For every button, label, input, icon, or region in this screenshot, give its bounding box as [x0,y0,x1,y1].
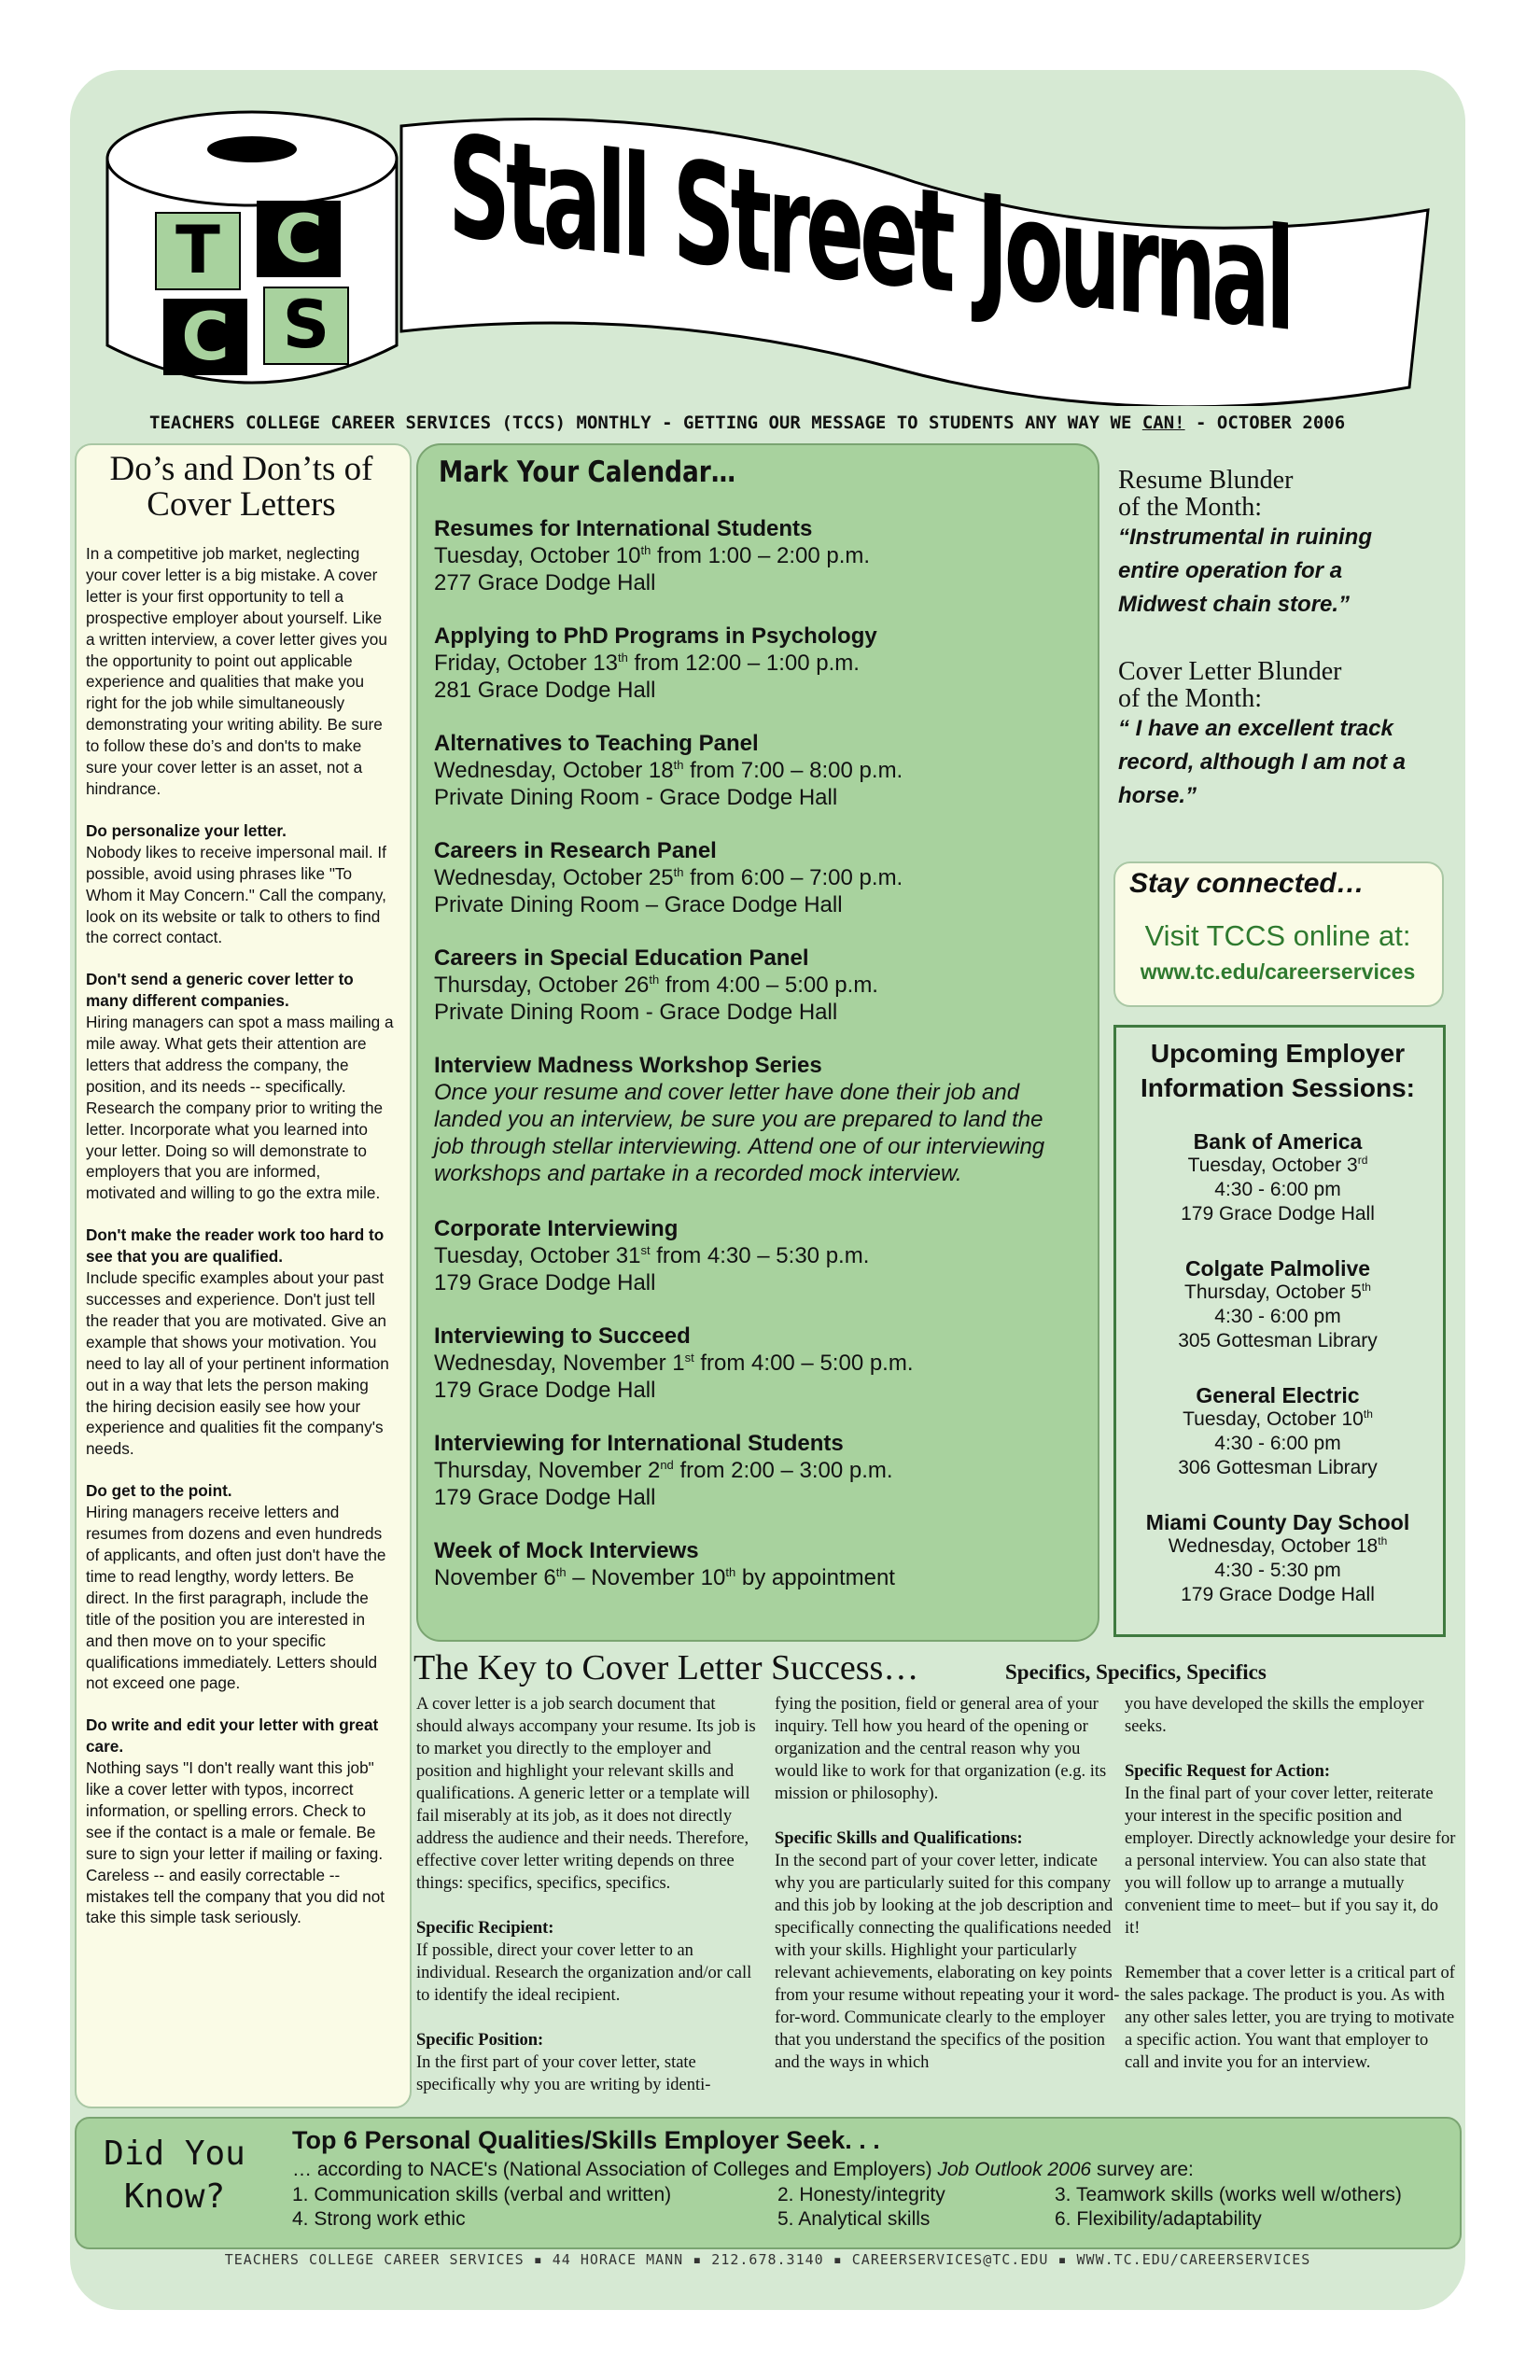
logo-letter-t: T [175,212,220,288]
calendar-event: Alternatives to Teaching Panel Wednesday, October 18th from 7:00 – 8:00 p.m. Private Dining Room - Grace Dodge Hall [434,731,903,810]
did-you-know-label: Did You Know? [104,2135,245,2216]
cover-blunder-heading: Cover Letter Blunder of the Month: [1118,657,1342,713]
calendar-event: Interviewing for International Students Thursday, November 2nd from 2:00 – 3:00 p.m. 179 Grace Dodge Hall [434,1431,893,1510]
tip: Do get to the point. Hiring managers receive letters and resumes from dozens and even hundreds of applicants, and often just don't have the time to read lengthy, wordy letters. Be direct. In the first paragraph, include the title of the position you are interested in and then move on to your specific qualifications immediately. Letters should not exceed one page. [86,1481,386,1693]
employer-session: Miami County Day School Wednesday, October 18th 4:30 - 5:30 pm 179 Grace Dodge Hall [1145,1510,1410,1605]
skill-item: 5. Analytical skills [777,2208,931,2230]
key-article-title: The Key to Cover Letter Success… [413,1648,919,1687]
dos-donts-intro: In a competitive job market, neglecting your cover letter is a big mistake. A cover letter is your first opportunity to tell a prospective employer about yourself. Like a written interview, a cover letter gives you the opportunity to point out applicable experience and qualities that make you right for the job while simultaneously demonstrating your writing ability. Be sure to follow these do’s and don'ts to make sure your cover letter is an asset, not a hindrance. [86,544,387,798]
calendar-event: Applying to PhD Programs in Psychology Friday, October 13th from 12:00 – 1:00 p.m. 281 Grace Dodge Hall [434,623,877,703]
skill-item: 6. Flexibility/adaptability [1055,2208,1262,2230]
logo-letter-s: S [282,287,330,363]
masthead-title: Stall Street Journal [448,105,1291,363]
employer-session: Colgate Palmolive Thursday, October 5th 4:30 - 6:00 pm 305 Gottesman Library [1178,1256,1378,1351]
key-column-2: fying the position, field or general area of your inquiry. Tell how you heard of the opening or organization and the central reason why you would like to work for that organization (e.g. its mission or philosophy). Specific Skills and Qualifications: In the second part of your cover letter, indicate why you are particularly suited for this company and this job by looking at the job description and specifically connecting the qualifications needed with your skills. Highlight your particularly relevant achievements, elaborating on key points from your resume without repeating your it word-for-word. Communicate clearly to the employer that you understand the specifics of the position and the ways in which [775,1695,1120,2072]
tip: Don't send a generic cover letter to many different companies. Hiring managers can spot a mass mailing a mile away. What gets their attention are letters that address the company, the position, and its needs -- specifically. Research the company prior to writing the letter. Incorporate what you learned into your letter. Doing so will demonstrate to employers that you are informed, motivated and willing to go the extra mile. [86,970,394,1203]
employer-session: Bank of America Tuesday, October 3rd 4:30 - 6:00 pm 179 Grace Dodge Hall [1181,1129,1375,1225]
workshop-series: Interview Madness Workshop Series Once your resume and cover letter have done their job and landed you an interview, be sure you are prepared to land the job through stellar interviewing. Attend one of our interviewing workshops and partake in a recorded mock interview. [434,1053,1045,1186]
masthead-tagline: TEACHERS COLLEGE CAREER SERVICES (TCCS) MONTHLY - GETTING OUR MESSAGE TO STUDENTS ANY WAY WE CAN! - OCTOBER 2006 [149,413,1346,433]
skill-item: 1. Communication skills (verbal and written) [292,2184,672,2205]
tip: Do personalize your letter. Nobody likes to receive impersonal mail. If possible, avoid using phrases like "To Whom it May Concern." Call the company, look on its website or talk to others to find the correct contact. [86,820,386,947]
mock-interviews-event: Week of Mock Interviews November 6th – November 10th by appointment [434,1538,895,1590]
calendar-event: Corporate Interviewing Tuesday, October 31st from 4:30 – 5:30 p.m. 179 Grace Dodge Hall [434,1216,870,1295]
calendar-event: Careers in Research Panel Wednesday, October 25th from 6:00 – 7:00 p.m. Private Dining Room – Grace Dodge Hall [434,838,903,917]
did-you-know-source: … according to NACE's (National Association of Colleges and Employers) Job Outlook 2006 survey are: [292,2159,1194,2180]
logo-letter-c2: C [181,299,230,375]
calendar-title: Mark Your Calendar… [439,455,736,489]
resume-blunder-heading: Resume Blunder of the Month: [1118,466,1294,522]
tccs-logo [98,103,406,401]
cover-blunder-quote: “ I have an excellent track record, although I am not a horse.” [1118,716,1407,808]
dos-donts-title: Do’s and Don’ts of Cover Letters [109,450,373,524]
tip: Don't make the reader work too hard to see that you are qualified. Include specific examples about your past successes and experience. Don't just tell the reader that you are motivated. Give an example that shows your motivation. You need to lay all of your pertinent information out in a way that lets the person making the hiring decision easily see how your experience and qualities fit the company's needs. [86,1225,389,1459]
calendar-event: Careers in Special Education Panel Thursday, October 26th from 4:00 – 5:00 p.m. Private Dining Room - Grace Dodge Hall [434,945,878,1025]
skill-item: 3. Teamwork skills (works well w/others) [1055,2184,1402,2205]
logo-letter-c1: C [274,201,323,277]
skill-item: 4. Strong work ethic [292,2208,466,2230]
tccs-website-link[interactable]: www.tc.edu/careerservices [1140,959,1416,984]
key-column-3: you have developed the skills the employer seeks. Specific Request for Action: In the final part of your cover letter, reiterate your interest in the specific position and employer. Directly acknowledge your desire for a personal interview. You can also state that you will follow up to arrange a mutually convenient time to meet– but if you say it, do it! Remember that a cover letter is a critical part of the sales package. The product is you. As with any other sales letter, you are trying to motivate a specific action. You want that employer to call and invite you for an interview. [1125,1695,1456,2072]
dos-donts-body [86,543,394,1949]
footer-contact: TEACHERS COLLEGE CAREER SERVICES ▪ 44 HORACE MANN ▪ 212.678.3140 ▪ CAREERSERVICES@TC.EDU ▪ WWW.TC.EDU/CAREERSERVICES [224,2251,1311,2268]
stay-connected-title: Stay connected… [1129,868,1365,899]
did-you-know-heading: Top 6 Personal Qualities/Skills Employer Seek. . . [292,2126,880,2154]
key-column-1: A cover letter is a job search document that should always accompany your resume. Its job is to market you directly to the employer and position and highlight your relevant skills and qualifications. A generic letter or a template will fail miserably at its job, as it does not directly address the audience and their needs. Therefore, effective cover letter writing depends on three things: specifics, specifics, specifics. Specific Recipient: If possible, direct your cover letter to an individual. Research the organization and/or call to identify the ideal recipient. Specific Position: In the first part of your cover letter, state specifically why you are writing by identi- [416,1695,756,2094]
key-article-subtitle: Specifics, Specifics, Specifics [1005,1660,1267,1684]
resume-blunder-quote: “Instrumental in ruining entire operation for a Midwest chain store.” [1118,525,1373,617]
calendar-event: Resumes for International Students Tuesday, October 10th from 1:00 – 2:00 p.m. 277 Grace Dodge Hall [434,516,871,595]
calendar-event: Interviewing to Succeed Wednesday, November 1st from 4:00 – 5:00 p.m. 179 Grace Dodge Hall [434,1323,914,1403]
skill-item: 2. Honesty/integrity [777,2184,945,2205]
tip: Do write and edit your letter with great care. Nothing says "I don't really want this job" like a cover letter with typos, incorrect information, or spelling errors. Check to see if the contact is a male or female. Be sure to sign your letter if mailing or faxing. Careless -- and easily correctable -- mistakes tell the company that you did not take this simple task seriously. [86,1715,385,1927]
stay-visit-text: Visit TCCS online at: [1144,919,1411,952]
employer-sessions-title: Upcoming Employer Information Sessions: [1140,1039,1416,1102]
employer-session: General Electric Tuesday, October 10th 4:30 - 6:00 pm 306 Gottesman Library [1178,1383,1378,1478]
